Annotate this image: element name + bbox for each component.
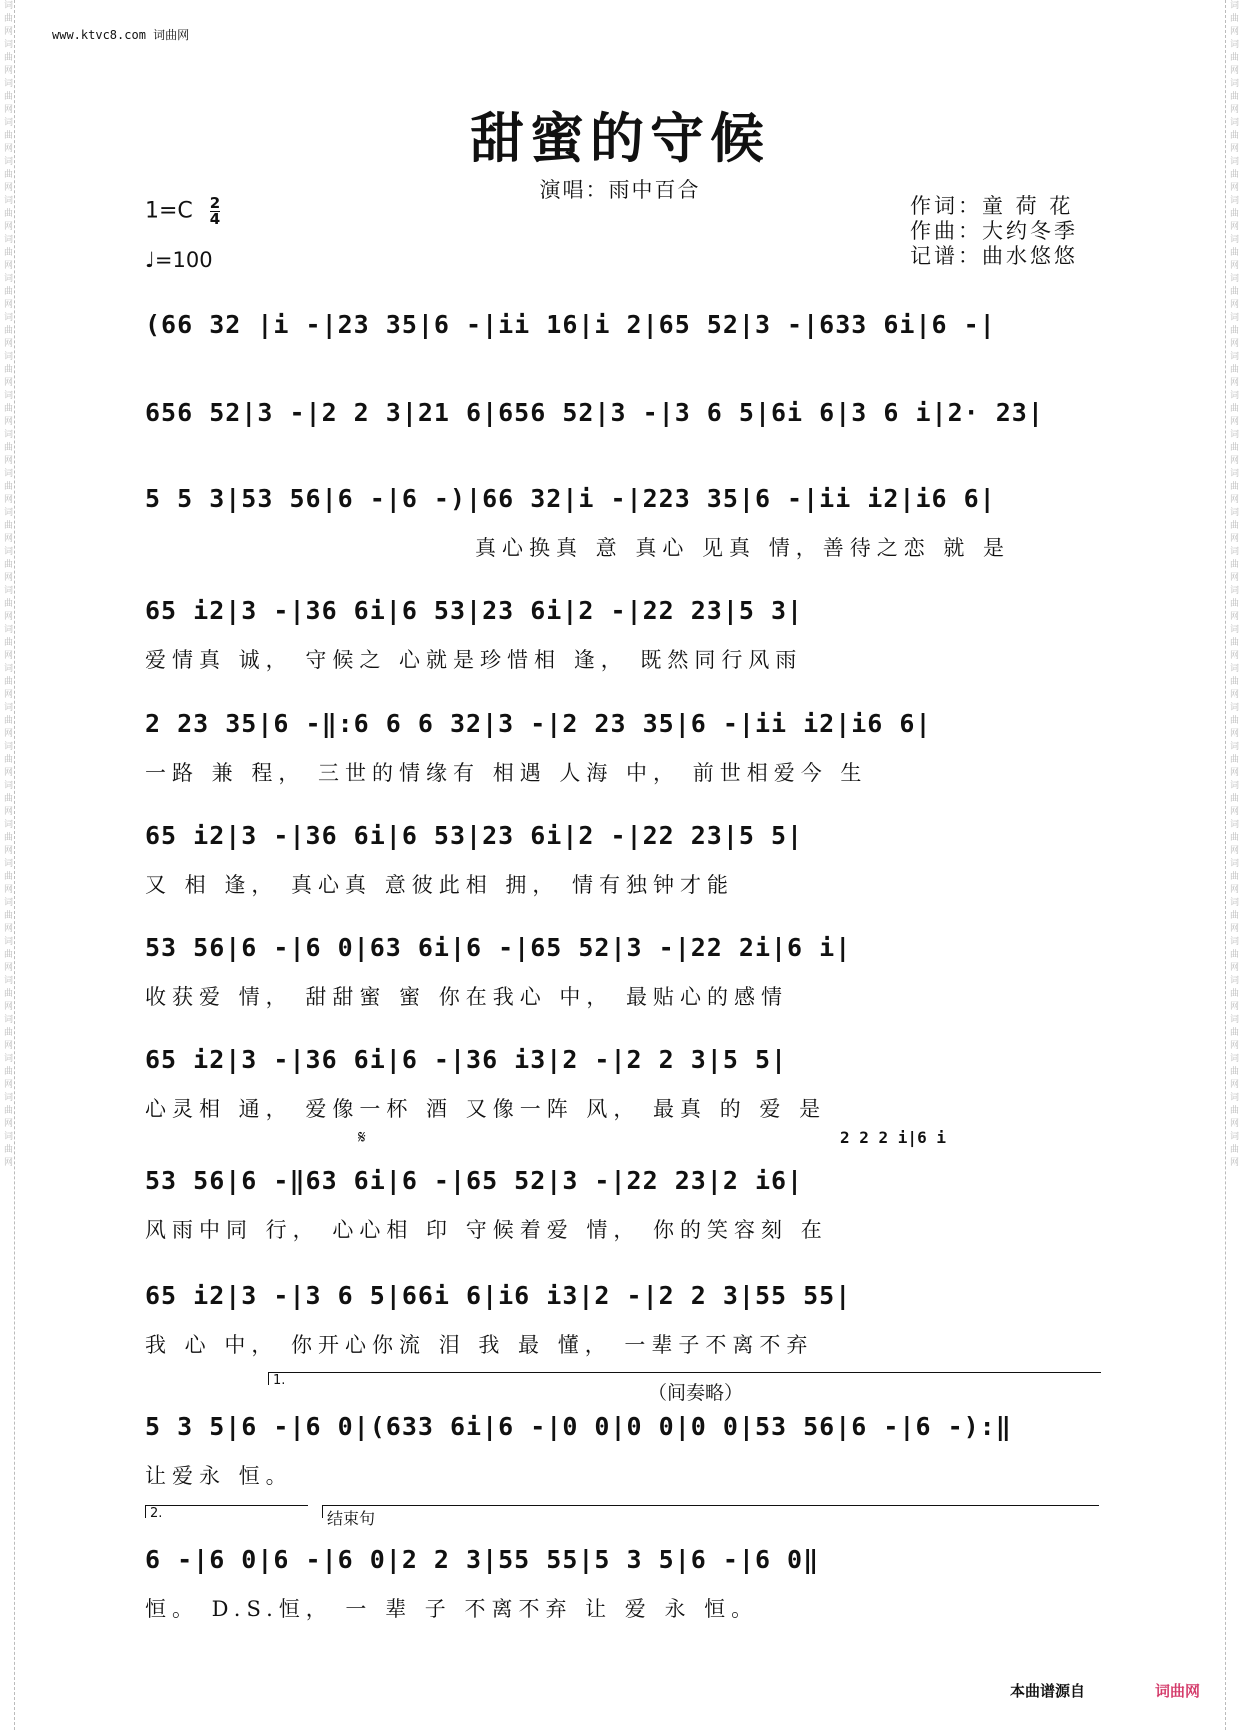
score-row-6 <box>145 821 1095 897</box>
notation-line: 6 -|6 0|6 -|6 0|2 2 3|55 55|5 3 5|6 -|6 0‖ <box>145 1545 820 1574</box>
transcriber-line: 记谱：曲水悠悠 <box>910 244 1078 268</box>
volta-label: 2. <box>150 1506 163 1521</box>
score-row-2 <box>145 398 1095 427</box>
tempo-marking: ♩=100 <box>145 248 213 272</box>
singer-line: 演唱：雨中百合 <box>539 178 701 202</box>
notation-line: 65 i2|3 -|3 6 5|66i 6|i6 i3|2 -|2 2 3|55 55| <box>145 1281 852 1310</box>
song-title: 甜蜜的守候 <box>470 106 770 170</box>
lyric-line: 真心换真 意 真心 见真 情，善待之恋 就 是 <box>475 536 1011 560</box>
composer-line: 作曲：大约冬季 <box>910 219 1078 243</box>
volta-bracket-2 <box>145 1505 308 1521</box>
right-watermark-strip: 词曲网词曲网词曲网词曲网词曲网词曲网词曲网词曲网词曲网词曲网词曲网词曲网词曲网词曲网词曲网词曲网词曲网词曲网词曲网词曲网词曲网词曲网词曲网词曲网词曲网词曲网词曲网词曲网词曲网词曲网 <box>1225 0 1240 1730</box>
key-signature <box>145 196 220 227</box>
alternate-notes: 2 2 2 i|6 i <box>840 1128 946 1147</box>
score-row-1 <box>145 310 1095 339</box>
score-row-8 <box>145 1045 1095 1121</box>
segno-sign: 𝄋 <box>358 1127 366 1148</box>
notation-line: 656 52|3 -|2 2 3|21 6|656 52|3 -|3 6 5|6i 6|3 6 i|2· 23| <box>145 398 1044 427</box>
interlude-note: （间奏略） <box>648 1382 744 1404</box>
lyric-line: 爱情真 诚， 守候之 心就是珍惜相 逢， 既然同行风雨 <box>145 648 803 672</box>
ending-label: 结束句 <box>327 1509 376 1528</box>
notation-line: (66 32 |i -|23 35|6 -|ii 16|i 2|65 52|3 -|633 6i|6 -| <box>145 310 996 339</box>
score-row-12 <box>145 1545 1095 1621</box>
score-row-4 <box>145 596 1095 672</box>
notation-line: 5 5 3|53 56|6 -|6 -)|66 32|i -|223 35|6 -|ii i2|i6 6| <box>145 484 996 513</box>
lyric-line: 收获爱 情， 甜甜蜜 蜜 你在我心 中， 最贴心的感情 <box>145 985 789 1009</box>
credits-block <box>910 194 1078 269</box>
lyric-line: 风雨中同 行， 心心相 印 守候着爱 情， 你的笑容刻 在 <box>145 1218 828 1242</box>
time-top: 2 <box>209 194 221 212</box>
footer-brand-link[interactable]: 词曲网 <box>1155 1682 1201 1700</box>
lyric-line: 又 相 逢， 真心真 意彼此相 拥， 情有独钟才能 <box>145 873 735 897</box>
score-row-5 <box>145 709 1095 785</box>
notation-line: 53 56|6 -|6 0|63 6i|6 -|65 52|3 -|22 2i|6 i| <box>145 933 852 962</box>
lyric-line: 让爱永 恒。 <box>145 1464 293 1488</box>
notation-line: 65 i2|3 -|36 6i|6 -|36 i3|2 -|2 2 3|5 5| <box>145 1045 788 1074</box>
score-row-10 <box>145 1281 1095 1357</box>
lyric-line: 恒。 D.S.恒， 一 辈 子 不离不弃 让 爱 永 恒。 <box>145 1597 759 1621</box>
notation-line: 2 23 35|6 -‖:6 6 6 32|3 -|2 23 35|6 -|ii i2|i6 6| <box>145 709 932 738</box>
lyricist-line: 作词：童 荷 花 <box>910 194 1074 218</box>
left-watermark-strip: 词曲网词曲网词曲网词曲网词曲网词曲网词曲网词曲网词曲网词曲网词曲网词曲网词曲网词曲网词曲网词曲网词曲网词曲网词曲网词曲网词曲网词曲网词曲网词曲网词曲网词曲网词曲网词曲网词曲网词曲网 <box>0 0 15 1730</box>
lyric-line: 心灵相 通， 爱像一杯 酒 又像一阵 风， 最真 的 爱 是 <box>145 1097 827 1121</box>
notation-line: 65 i2|3 -|36 6i|6 53|23 6i|2 -|22 23|5 3| <box>145 596 804 625</box>
lyric-line: 一路 兼 程， 三世的情缘有 相遇 人海 中， 前世相爱今 生 <box>145 761 868 785</box>
score-row-11 <box>145 1412 1095 1488</box>
footer-source: 本曲谱源自 <box>1010 1682 1086 1700</box>
score-row-9 <box>145 1166 1095 1242</box>
score-row-7 <box>145 933 1095 1009</box>
time-signature <box>210 196 220 227</box>
lyric-line: 我 心 中， 你开心你流 泪 我 最 懂， 一辈子不离不弃 <box>145 1333 814 1357</box>
score-row-3 <box>145 484 1095 560</box>
notation-line: 5 3 5|6 -|6 0|(633 6i|6 -|0 0|0 0|0 0|53 56|6 -|6 -):‖ <box>145 1412 1012 1441</box>
time-bottom: 4 <box>209 210 221 228</box>
site-url[interactable]: www.ktvc8.com 词曲网 <box>52 28 190 42</box>
volta-label: 1. <box>273 1373 286 1388</box>
key-label: 1=C <box>145 198 193 224</box>
notation-line: 53 56|6 -‖63 6i|6 -|65 52|3 -|22 23|2 i6| <box>145 1166 804 1195</box>
ending-bracket <box>322 1505 1099 1528</box>
notation-line: 65 i2|3 -|36 6i|6 53|23 6i|2 -|22 23|5 5| <box>145 821 804 850</box>
